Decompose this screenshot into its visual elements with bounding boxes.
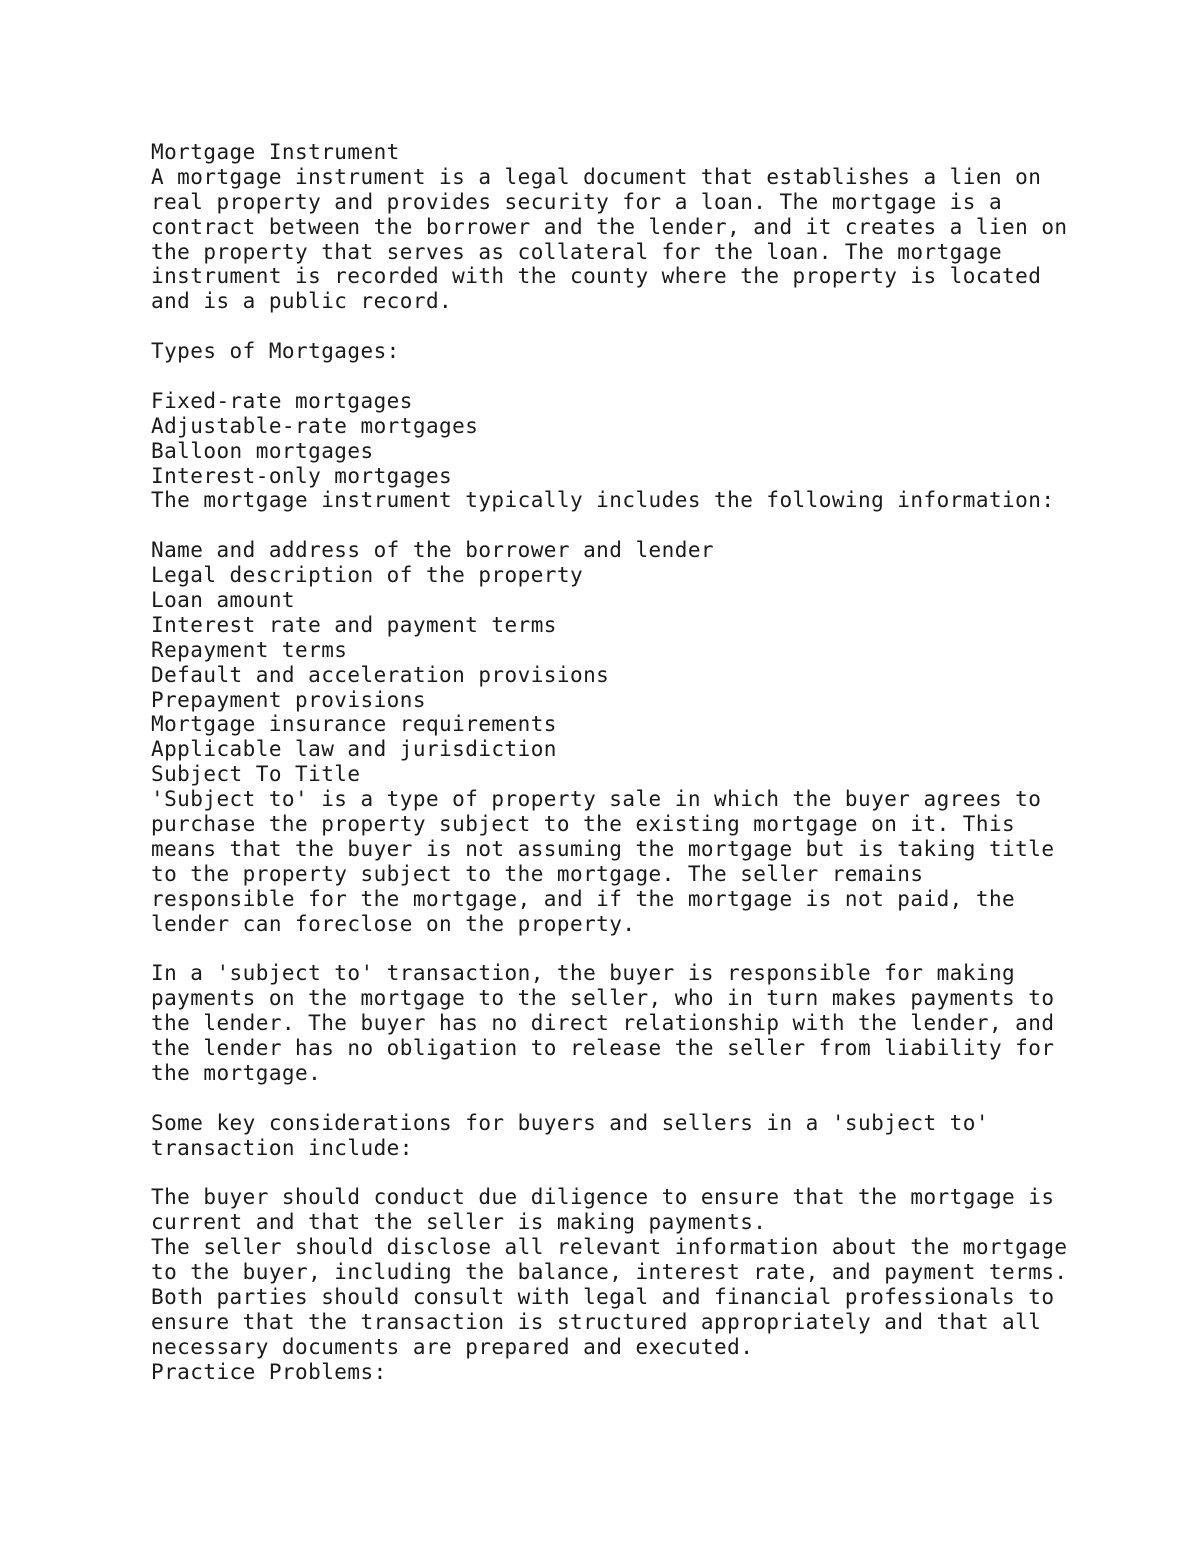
text-line: 'Subject to' is a type of property sale in which the buyer agrees to	[151, 787, 1042, 812]
subject-to-title: Subject To Title	[151, 762, 361, 787]
list-item: Balloon mortgages	[151, 438, 374, 463]
list-item: Prepayment provisions	[151, 687, 426, 712]
text-line: the mortgage.	[151, 1060, 322, 1085]
includes-heading: The mortgage instrument typically includes the following information:	[151, 488, 1055, 513]
text-line: contract between the borrower and the lender, and it creates a lien on	[151, 214, 1068, 239]
intro-paragraph	[151, 165, 1151, 314]
list-item: Fixed-rate mortgages	[151, 388, 413, 413]
text-line: instrument is recorded with the county where the property is located	[151, 264, 1042, 289]
text-line: to the buyer, including the balance, interest rate, and payment terms.	[151, 1260, 1068, 1285]
list-item: Loan amount	[151, 588, 296, 613]
list-item: Mortgage insurance requirements	[151, 712, 557, 737]
text-line: A mortgage instrument is a legal document that establishes a lien on	[151, 164, 1042, 189]
list-item: Interest-only mortgages	[151, 463, 453, 488]
text-line: the property that serves as collateral for the loan. The mortgage	[151, 239, 1003, 264]
blank-line	[151, 314, 1151, 339]
list-item: Interest rate and payment terms	[151, 612, 557, 637]
text-line: The seller should disclose all relevant information about the mortgage	[151, 1235, 1068, 1260]
text-line: transaction include:	[151, 1135, 413, 1160]
includes-list	[151, 538, 1151, 762]
text-line: the lender has no obligation to release the seller from liability for	[151, 1036, 1055, 1061]
blank-line	[151, 1161, 1151, 1186]
text-line: In a 'subject to' transaction, the buyer is responsible for making	[151, 961, 1016, 986]
document-page	[151, 140, 1151, 1385]
blank-line	[151, 937, 1151, 962]
text-line: The buyer should conduct due diligence to ensure that the mortgage is	[151, 1185, 1055, 1210]
text-line: the lender. The buyer has no direct relationship with the lender, and	[151, 1011, 1055, 1036]
blank-line	[151, 364, 1151, 389]
practice-heading: Practice Problems:	[151, 1359, 387, 1384]
list-item: Default and acceleration provisions	[151, 662, 610, 687]
text-line: necessary documents are prepared and executed.	[151, 1334, 754, 1359]
text-line: purchase the property subject to the existing mortgage on it. This	[151, 812, 1016, 837]
list-item: Adjustable-rate mortgages	[151, 413, 479, 438]
list-item: Applicable law and jurisdiction	[151, 737, 557, 762]
considerations-list	[151, 1185, 1151, 1359]
text-line: Some key considerations for buyers and sellers in a 'subject to'	[151, 1110, 989, 1135]
text-line: means that the buyer is not assuming the mortgage but is taking title	[151, 836, 1055, 861]
types-heading: Types of Mortgages:	[151, 339, 400, 364]
types-list	[151, 389, 1151, 489]
text-line: to the property subject to the mortgage. The seller remains	[151, 861, 924, 886]
text-line: payments on the mortgage to the seller, who in turn makes payments to	[151, 986, 1055, 1011]
list-item: Legal description of the property	[151, 563, 584, 588]
considerations-intro	[151, 1111, 1151, 1161]
blank-line	[151, 1086, 1151, 1111]
subject-to-paragraph-1	[151, 787, 1151, 936]
text-line: real property and provides security for a loan. The mortgage is a	[151, 189, 1003, 214]
subject-to-paragraph-2	[151, 961, 1151, 1085]
list-item: Name and address of the borrower and lender	[151, 538, 715, 563]
blank-line	[151, 513, 1151, 538]
text-line: ensure that the transaction is structured appropriately and that all	[151, 1309, 1042, 1334]
text-line: Both parties should consult with legal and financial professionals to	[151, 1284, 1055, 1309]
text-line: responsible for the mortgage, and if the mortgage is not paid, the	[151, 886, 1016, 911]
list-item: Repayment terms	[151, 637, 348, 662]
document-title: Mortgage Instrument	[151, 140, 400, 164]
text-line: current and that the seller is making payments.	[151, 1210, 767, 1235]
text-line: and is a public record.	[151, 289, 453, 314]
text-line: lender can foreclose on the property.	[151, 911, 636, 936]
